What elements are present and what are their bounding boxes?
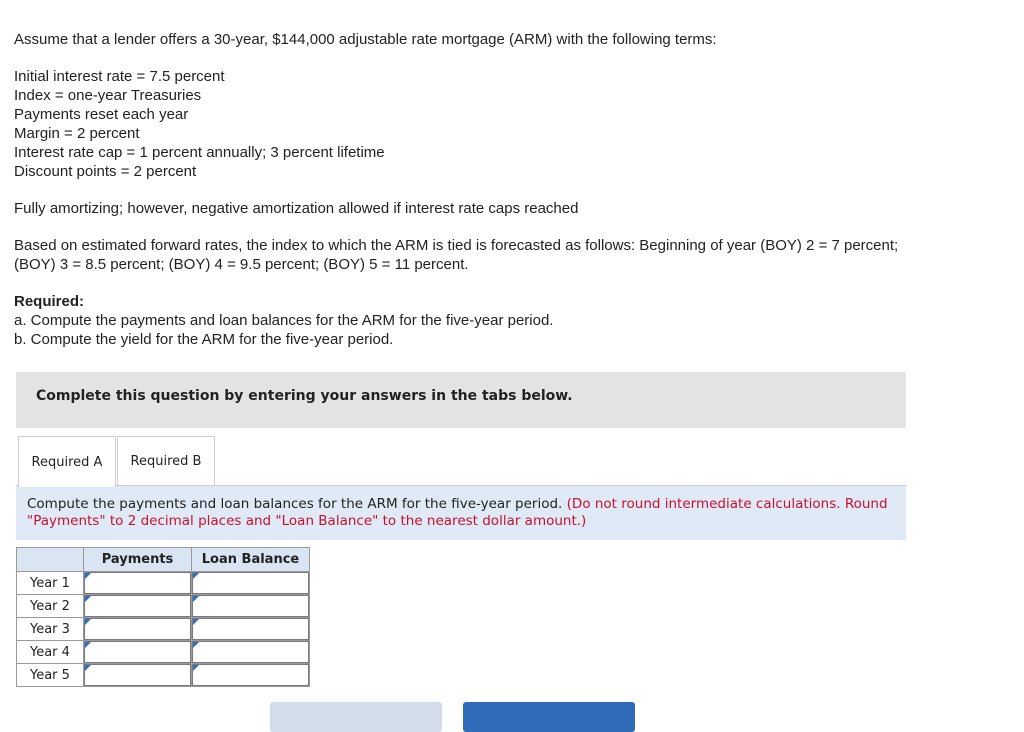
row-label-year-5: Year 5 — [17, 664, 84, 687]
header-payments: Payments — [84, 548, 192, 572]
problem-intro: Assume that a lender offers a 30-year, $144,000 adjustable rate mortgage (ARM) with the following terms: — [14, 31, 717, 48]
forecast-line-2: (BOY) 3 = 8.5 percent; (BOY) 4 = 9.5 percent; (BOY) 5 = 11 percent. — [14, 256, 469, 273]
payment-input-year-4[interactable] — [84, 641, 191, 663]
required-section — [14, 292, 553, 349]
payment-input-year-1[interactable] — [84, 572, 191, 594]
row-label-year-1: Year 1 — [17, 572, 84, 595]
term-rate-cap: Interest rate cap = 1 percent annually; 3 percent lifetime — [14, 144, 385, 161]
payment-input-year-5[interactable] — [84, 664, 191, 686]
tab-required-b[interactable]: Required B — [117, 436, 215, 486]
row-label-year-2: Year 2 — [17, 595, 84, 618]
question-prompt — [16, 486, 906, 540]
amortization-note: Fully amortizing; however, negative amortization allowed if interest rate caps reached — [14, 200, 579, 217]
row-label-year-4: Year 4 — [17, 641, 84, 664]
input-marker-icon — [85, 596, 91, 602]
instruction-text: Complete this question by entering your answers in the tabs below. — [36, 388, 573, 404]
required-b-text: b. Compute the yield for the ARM for the five-year period. — [14, 331, 394, 348]
balance-input-year-3[interactable] — [192, 618, 309, 640]
header-loan-balance: Loan Balance — [192, 548, 310, 572]
required-a-text: a. Compute the payments and loan balances for the ARM for the five-year period. — [14, 312, 554, 329]
term-initial-rate: Initial interest rate = 7.5 percent — [14, 68, 225, 85]
payment-input-year-3[interactable] — [84, 618, 191, 640]
rounding-note: (Do not round intermediate calculations. Round "Payments" to 2 decimal places and "Loan Balance" to the nearest dollar amount.) — [27, 496, 888, 529]
problem-statement — [14, 30, 717, 49]
instruction-banner — [16, 372, 906, 428]
input-marker-icon — [85, 573, 91, 579]
balance-input-year-5[interactable] — [192, 664, 309, 686]
term-margin: Margin = 2 percent — [14, 125, 140, 142]
table-row — [17, 595, 310, 618]
input-marker-icon — [85, 619, 91, 625]
input-marker-icon — [85, 642, 91, 648]
table-row — [17, 664, 310, 687]
term-discount-points: Discount points = 2 percent — [14, 163, 197, 180]
next-tab-button[interactable] — [463, 702, 635, 732]
table-header-row — [17, 548, 310, 572]
payment-input-year-2[interactable] — [84, 595, 191, 617]
balance-input-year-2[interactable] — [192, 595, 309, 617]
balance-input-year-1[interactable] — [192, 572, 309, 594]
answer-table — [16, 547, 310, 687]
term-payments-reset: Payments reset each year — [14, 106, 189, 123]
tab-required-a[interactable]: Required A — [18, 436, 116, 487]
forecast-line-1: Based on estimated forward rates, the index to which the ARM is tied is forecasted as follows: Beginning of year (BOY) 2 = 7 percent; — [14, 237, 899, 254]
header-blank — [17, 548, 84, 572]
table-row — [17, 641, 310, 664]
input-marker-icon — [193, 619, 199, 625]
table-row — [17, 618, 310, 641]
loan-terms — [14, 67, 385, 181]
table-row — [17, 572, 310, 595]
required-heading: Required: — [14, 293, 85, 310]
row-label-year-3: Year 3 — [17, 618, 84, 641]
input-marker-icon — [85, 665, 91, 671]
previous-tab-button[interactable] — [270, 702, 442, 732]
input-marker-icon — [193, 665, 199, 671]
forecast-paragraph — [14, 236, 898, 274]
input-marker-icon — [193, 596, 199, 602]
question-text: Compute the payments and loan balances for the ARM for the five-year period. — [27, 496, 563, 512]
term-index: Index = one-year Treasuries — [14, 87, 202, 104]
input-marker-icon — [193, 573, 199, 579]
input-marker-icon — [193, 642, 199, 648]
balance-input-year-4[interactable] — [192, 641, 309, 663]
